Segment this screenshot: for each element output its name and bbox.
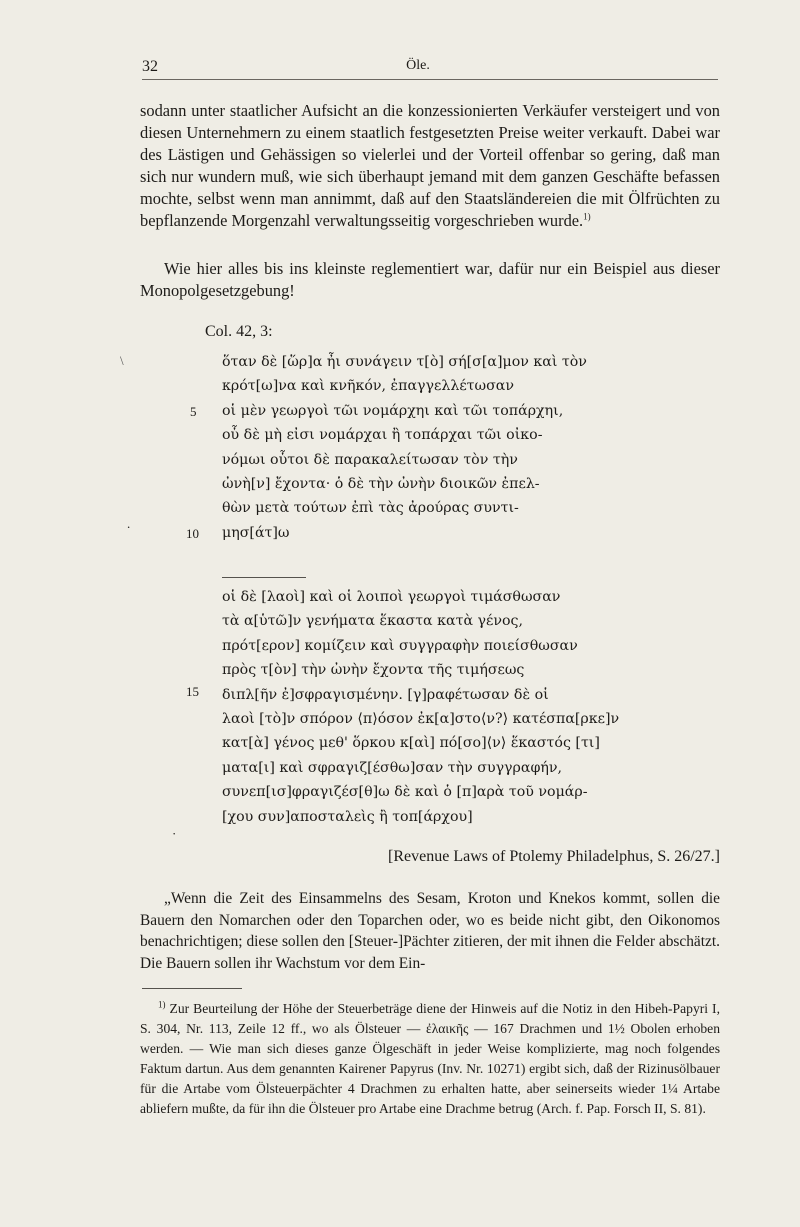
column-reference: Col. 42, 3: (205, 323, 273, 340)
greek-line: πρότ[ερον] κομίζειν καὶ συγγραφὴν ποιείσθωσαν (222, 637, 578, 654)
greek-line: κρότ[ω]να καὶ κνῆκόν, ἐπαγγελλέτωσαν (222, 378, 514, 395)
paragraph-1: sodann unter staatlicher Aufsicht an die konzessionierten Verkäufer versteigert und von diesen Unternehmern zu einem staatlich festgesetzten Preise weiter verkauft. Dabei war des Lästigen und Gehässigen so vielerlei und der Vorteil offenbar so gering, daß man sich nur wundern muß, wie sich überhaupt jemand mit dem ganzen Geschäfte befassen mochte, selbst wenn man annimmt, daß auf den Staatsländereien die mit Ölfrüchten zu bepflanzende Morgenzahl verwaltungsseitig vorgeschrieben wurde.$^{1)}$ (140, 101, 720, 230)
line-number-10: 10 (186, 526, 199, 541)
header-rule (142, 79, 718, 80)
greek-line: μησ[άτ]ω (222, 524, 290, 541)
greek-line: [χου συν]αποσταλεὶς ἢ τοπ[άρχου] (222, 808, 473, 825)
greek-quotation-block-2 (222, 585, 682, 829)
greek-line: λαοὶ [τὸ]ν σπόρον ⟨π⟩όσον ἐκ[α]στο⟨ν?⟩ κατέσπα[ρκε]ν (222, 711, 620, 728)
greek-line: συνεπ[ισ]φραγιζέσ[θ]ω δὲ καὶ ὁ [π]αρὰ τοῦ νομάρ- (222, 784, 588, 801)
footnote-marker: 1) (158, 999, 166, 1010)
line-number-15: 15 (186, 684, 199, 699)
greek-line: ὅταν δὲ [ὥρ]α ἦι συνάγειν τ[ὸ] σή[σ[α]μον καὶ τὸν (222, 354, 587, 370)
section-rule (222, 577, 306, 578)
greek-line: οὗ δὲ μὴ εἰσι νομάρχαι ἢ τοπάρχαι τῶι οἰκο- (222, 427, 543, 444)
greek-line: διπλ[ῆν ἐ]σφραγισμένην. [γ]ραφέτωσαν δὲ οἱ (222, 686, 549, 703)
greek-line: οἱ δὲ [λαοὶ] καὶ οἱ λοιποὶ γεωργοὶ τιμάσθωσαν (222, 589, 561, 605)
greek-line: πρὸς τ[ὸν] τὴν ὠνὴν ἔχοντα τῆς τιμήσεως (222, 662, 525, 679)
greek-line: θὼν μετὰ τούτων ἐπὶ τὰς ἀρούρας συντι- (222, 500, 519, 517)
running-title: Öle. (406, 58, 430, 73)
greek-line: οἱ μὲν γεωργοὶ τῶι νομάρχηι καὶ τῶι τοπάρχηι, (222, 402, 564, 419)
stray-mark: · (172, 826, 177, 841)
greek-line: τὰ α[ὑτῶ]ν γενήματα ἕκαστα κατὰ γένος, (222, 613, 523, 630)
page-header (118, 58, 718, 80)
margin-mark: \ (120, 353, 124, 368)
source-citation: [Revenue Laws of Ptolemy Philadelphus, S. 26/27.] (388, 848, 720, 865)
line-number-5: 5 (190, 404, 197, 419)
stray-mark: . (127, 516, 131, 531)
footnote-rule (142, 988, 242, 989)
greek-quotation-block-1 (222, 350, 682, 545)
greek-line: κατ[ὰ] γένος μεθ' ὅρκου κ[αὶ] πό[σο]⟨ν⟩ ἕκαστός [τι] (222, 735, 600, 752)
greek-line: ματα[ι] καὶ σφραγιζ[έσθω]σαν τὴν συγγραφήν, (222, 759, 563, 776)
footnote (140, 999, 720, 1119)
page-number: 32 (142, 58, 158, 75)
paragraph-translation: „Wenn die Zeit des Einsammelns des Sesam, Kroton und Knekos kommt, sollen die Bauern den Nomarchen oder den Toparchen oder, wo es beide nicht gibt, den Oikonomos benachrichtigen; diese sollen den [Steuer-]Pächter zitieren, der mit ihnen die Felder abschätzt. Die Bauern sollen ihr Wachstum vor dem Ein- (140, 890, 720, 972)
greek-line: νόμωι οὗτοι δὲ παρακαλείτωσαν τὸν τὴν (222, 451, 518, 468)
footnote-ref: 1) (583, 211, 591, 222)
paragraph-2: Wie hier alles bis ins kleinste reglementiert war, dafür nur ein Beispiel aus dieser Monopolgesetzgebung! (140, 259, 720, 300)
footnote-text: Zur Beurteilung der Höhe der Steuerbeträge diene der Hinweis auf die Notiz in den Hibeh-Papyri I, S. 304, Nr. 113, Zeile 12 ff., wo als Ölsteuer — ἐλαικῆς — 167 Drachmen und 1½ Obolen erhoben werden. — Wie man sich dieses ganze Ölgeschäft in jeder Weise komplizierte, mag noch folgendes Faktum dartun. Aus dem genannten Kairener Papyrus (Inv. Nr. 10271) ergibt sich, daß der Rizinusölbauer für die Artabe vom Ölsteuerpächter 4 Drachmen zu erhalten hatte, aber seinerseits wieder 1¼ Artabe abliefern mußte, da für ihn die Ölsteuer pro Artabe eine Drachme betrug (Arch. f. Pap. Forsch II, S. 81). (140, 1001, 720, 1116)
greek-line: ὠνὴ[ν] ἔχοντα· ὁ δὲ τὴν ὠνὴν διοικῶν ἐπελ- (222, 476, 540, 493)
